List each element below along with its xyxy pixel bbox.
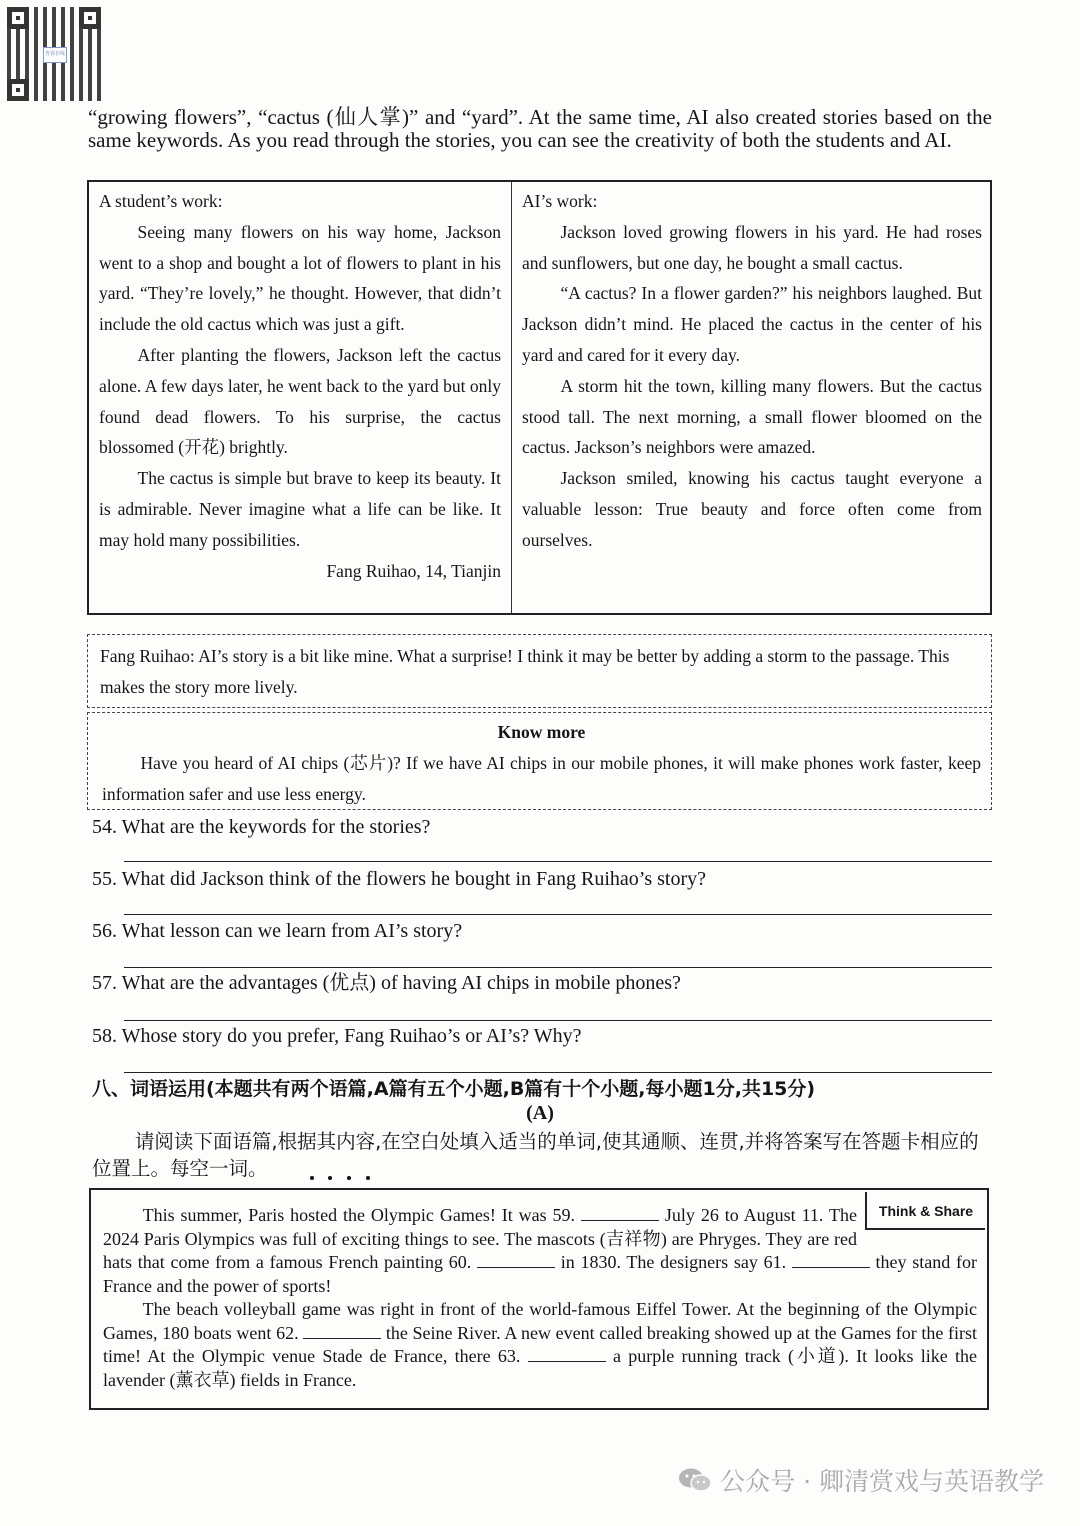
section-part-label: (A) xyxy=(526,1102,554,1124)
qr-finder xyxy=(7,79,29,101)
section-title: 八、词语运用(本题共有两个语篇,A篇有五个小题,B篇有十个小题,每小题1分,共15分) xyxy=(92,1078,816,1100)
story-comparison-box xyxy=(87,180,992,615)
emphasis-dot xyxy=(328,1176,332,1180)
ai-work-heading: AI’s work: xyxy=(522,191,598,211)
blank-61[interactable] xyxy=(792,1251,870,1268)
ai-paragraph: A storm hit the town, killing many flowers. But the cactus stood tall. The next morning, a small flower bloomed on the cactus. Jackson’s neighbors were amazed. xyxy=(522,375,982,458)
student-paragraph: After planting the flowers, Jackson left the cactus alone. A few days later, he went back to the yard but only found dead flowers. To his surprise, the cactus blossomed (开花) brightly. xyxy=(99,344,501,458)
answer-line-56[interactable] xyxy=(124,967,992,968)
cloze-text: The beach volleyball game was right in front of the world-famous Eiffel Tower. At the beginning of the Olympic Games, 180 boats went 62. xyxy=(103,1299,977,1343)
student-comment-box xyxy=(87,634,992,708)
cloze-text: This summer, Paris hosted the Olympic Games! It was 59. xyxy=(142,1205,576,1225)
student-comment-text: Fang Ruihao: AI’s story is a bit like mine. What a surprise! I think it may be better by adding a storm to the passage. This makes the story more lively. xyxy=(100,646,950,697)
student-work-heading: A student’s work: xyxy=(99,191,223,211)
section-instruction: 请阅读下面语篇,根据其内容,在空白处填入适当的单词,使其通顺、连贯,并将答案写在答题卡相应的位置上。每空一词。 xyxy=(92,1130,979,1180)
ai-paragraph: “A cactus? In a flower garden?” his neighbors laughed. But Jackson didn’t mind. He placed the cactus in the center of his yard and cared for it every day. xyxy=(522,283,982,365)
cloze-paragraph-2 xyxy=(103,1298,977,1392)
know-more-title: Know more xyxy=(497,722,586,742)
cloze-text: a purple running track (小道). It looks like the lavender (薰衣草) fields in France. xyxy=(103,1346,977,1390)
cloze-text: they stand for France and the power of sports! xyxy=(103,1252,977,1296)
question-57: 57. What are the advantages (优点) of having AI chips in mobile phones? xyxy=(92,972,681,994)
qr-code xyxy=(7,7,101,101)
cloze-passage-box xyxy=(89,1188,989,1410)
ai-paragraph: Jackson loved growing flowers in his yard. He had roses and sunflowers, but one day, he bought a small cactus. xyxy=(522,221,982,273)
cloze-text: July 26 to August 11. The 2024 Paris Olympics was full of exciting things to see. The mascots (吉祥物) are Phryges. They are red hats that come from a famous French painting 60. xyxy=(103,1205,858,1272)
cloze-paragraph-1 xyxy=(103,1204,977,1298)
blank-62[interactable] xyxy=(303,1322,381,1339)
answer-line-55[interactable] xyxy=(124,914,992,915)
watermark xyxy=(678,1462,1044,1498)
ai-work-column xyxy=(512,182,992,613)
know-more-text: Have you heard of AI chips (芯片)? If we have AI chips in our mobile phones, it will make phones work faster, keep information safer and use less energy. xyxy=(102,753,981,804)
question-56: 56. What lesson can we learn from AI’s story? xyxy=(92,920,463,942)
blank-63[interactable] xyxy=(528,1345,606,1362)
student-signature: Fang Ruihao, 14, Tianjin xyxy=(326,560,501,581)
blank-59[interactable] xyxy=(581,1204,659,1221)
think-share-badge: Think & Share xyxy=(865,1192,985,1230)
ai-paragraph: Jackson smiled, knowing his cactus taught everyone a valuable lesson: True beauty and force often come from ourselves. xyxy=(522,468,982,550)
answer-line-54[interactable] xyxy=(124,861,992,862)
know-more-box xyxy=(87,712,992,810)
emphasis-dot xyxy=(347,1176,351,1180)
blank-60[interactable] xyxy=(477,1251,555,1268)
question-55: 55. What did Jackson think of the flowers he bought in Fang Ruihao’s story? xyxy=(92,868,706,890)
question-58: 58. Whose story do you prefer, Fang Ruihao’s or AI’s? Why? xyxy=(92,1025,582,1047)
question-54: 54. What are the keywords for the stories? xyxy=(92,816,431,838)
student-paragraph: The cactus is simple but brave to keep its beauty. It is admirable. Never imagine what a life can be like. It may hold many possibilities. xyxy=(99,468,501,550)
student-paragraph: Seeing many flowers on his way home, Jackson went to a shop and bought a lot of flowers to plant in his yard. “They’re lovely,” he thought. However, that didn’t include the old cactus which was just a gift. xyxy=(99,221,501,335)
watermark-text: 公众号 · 卿清赏戏与英语教学 xyxy=(720,1467,1044,1496)
intro-text: “growing flowers”, “cactus (仙人掌)” and “yard”. At the same time, AI also created stories based on the same keywords. As you read through the stories, you can see the creativity of both the students and AI. xyxy=(88,105,992,152)
qr-finder xyxy=(7,7,29,29)
qr-finder xyxy=(79,7,101,29)
answer-line-57[interactable] xyxy=(124,1020,992,1021)
emphasis-dot xyxy=(366,1176,370,1180)
student-work-column xyxy=(89,182,512,613)
emphasis-dot xyxy=(310,1176,314,1180)
answer-line-58[interactable] xyxy=(124,1072,992,1073)
cloze-text: in 1830. The designers say 61. xyxy=(560,1252,787,1272)
wechat-icon xyxy=(678,1467,712,1493)
cloze-text: the Seine River. A new event called breaking showed up at the Games for the first time! At the Olympic venue Stade de France, there 63. xyxy=(103,1322,977,1366)
qr-logo: 青春在线 xyxy=(43,47,67,63)
